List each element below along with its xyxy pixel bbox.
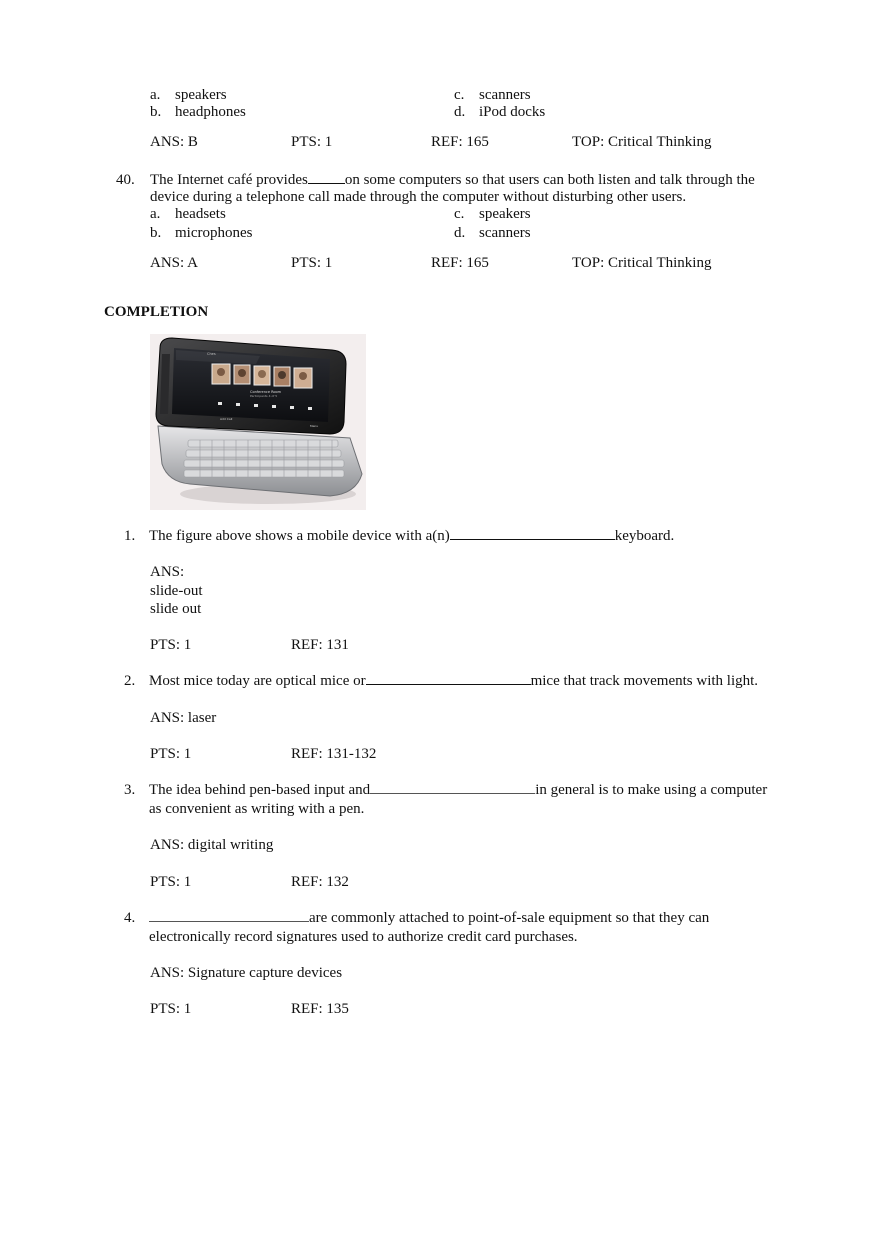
question-text-line [149,527,674,545]
points-label: PTS: 1 [291,255,333,271]
option-d-marker: d. [454,225,466,241]
option-b-text: microphones [175,225,253,241]
question-text-post: on some computers so that users can both listen and talk through the [344,172,755,188]
reference-label: REF: 135 [291,1001,349,1017]
screen-caption: Conference Room [250,390,282,394]
option-a-text: speakers [175,87,227,103]
mobile-device-image [150,334,366,510]
question-number: 2. [124,673,136,689]
option-a-text: headsets [175,206,226,222]
question-text-line [150,171,755,189]
screen-caption-sub: Participants 4 of 5 [250,394,278,398]
option-d-text: scanners [479,225,531,241]
question-text-pre: Most mice today are optical mice or [149,673,366,689]
option-b-marker: b. [150,104,162,120]
question-text-post: keyboard. [614,528,675,544]
screen-button-left: Add Call [220,417,233,421]
option-c-marker: c. [454,87,465,103]
topic-label: TOP: Critical Thinking [572,255,712,271]
answer-label: ANS: laser [150,710,217,726]
option-d-marker: d. [454,104,466,120]
option-d-text: iPod docks [479,104,546,120]
question-number: 40. [116,172,135,188]
option-b-text: headphones [175,104,246,120]
question-number: 4. [124,910,136,926]
answer-blank [149,909,309,922]
reference-label: REF: 165 [431,134,489,150]
answer-label: ANS: [150,564,185,580]
answer-value: slide out [150,601,202,617]
points-label: PTS: 1 [150,1001,192,1017]
option-c-text: speakers [479,206,531,222]
answer-label: ANS: B [150,134,198,150]
reference-label: REF: 131-132 [291,746,377,762]
question-text-line [149,781,767,799]
answer-label: ANS: A [150,255,198,271]
question-text-pre: The figure above shows a mobile device with a(n) [149,528,450,544]
points-label: PTS: 1 [150,637,192,653]
answer-blank [450,527,615,540]
screen-button-right: Menu [310,424,319,428]
screen-status: Ches [207,352,216,356]
option-b-marker: b. [150,225,162,241]
reference-label: REF: 132 [291,874,349,890]
points-label: PTS: 1 [150,746,192,762]
question-text-line2: device during a telephone call made through the computer without disturbing other users. [150,189,687,205]
answer-blank [366,672,531,685]
question-text-line2: electronically record signatures used to authorize credit card purchases. [149,929,578,945]
points-label: PTS: 1 [291,134,333,150]
question-text-line [149,672,758,690]
answer-value: slide-out [150,583,203,599]
question-number: 1. [124,528,136,544]
answer-label: ANS: digital writing [150,837,274,853]
points-label: PTS: 1 [150,874,192,890]
option-c-marker: c. [454,206,465,222]
reference-label: REF: 131 [291,637,349,653]
question-text-pre: The idea behind pen-based input and [149,782,371,798]
slide-out-keyboard-phone-illustration [150,334,366,510]
answer-label: ANS: Signature capture devices [150,965,343,981]
option-a-marker: a. [150,87,161,103]
question-text-post: in general is to make using a computer [535,782,768,798]
question-number: 3. [124,782,136,798]
question-text-line [149,909,709,927]
question-text-pre: The Internet café provides [150,172,308,188]
question-text-post: mice that track movements with light. [530,673,759,689]
topic-label: TOP: Critical Thinking [572,134,712,150]
question-text-line2: as convenient as writing with a pen. [149,801,365,817]
option-c-text: scanners [479,87,531,103]
option-a-marker: a. [150,206,161,222]
reference-label: REF: 165 [431,255,489,271]
question-text-post: are commonly attached to point-of-sale equipment so that they can [309,910,710,926]
answer-blank [370,781,535,794]
section-heading: COMPLETION [104,304,209,320]
answer-blank [308,171,345,184]
